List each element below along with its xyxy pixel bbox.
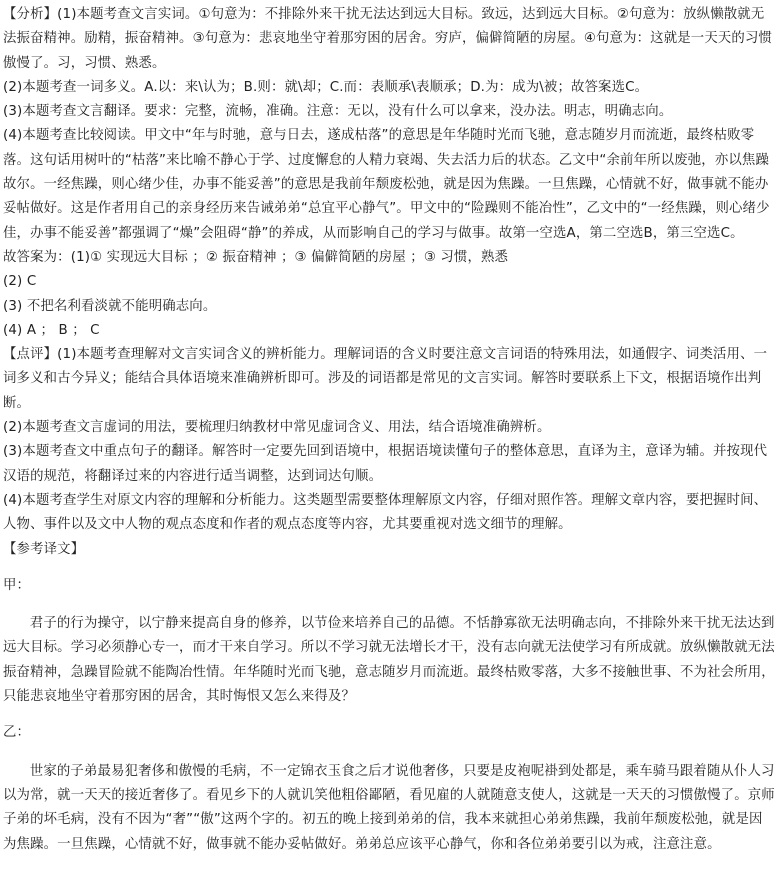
analysis-paragraph-1: 【分析】(1)本题考查文言实词。①句意为：不排除外来干扰无法达到远大目标。致远，达到远大目标。②句意为：放纵懒散就无法振奋精神。励精，振奋精神。③句意为：悲哀地坐守着那穷困的居舍。穷庐，偏僻简陋的房屋。④句意为：这就是一天天的习惯傲慢了。习，习惯、熟悉。 xyxy=(3,7,773,71)
document xyxy=(3,3,775,857)
spacer xyxy=(3,562,775,574)
spacer xyxy=(3,746,775,760)
comment-paragraph-1: 【点评】(1)本题考查理解对文言实词含义的辨析能力。理解词语的含义时要注意文言词语的特殊用法，如通假字、词类活用、一词多义和古今异义；能结合具体语境来准确辨析即可。涉及的词语都是常见的文言实词。解答时要联系上下文，根据语境作出判断。 xyxy=(3,347,768,411)
answer-3: (3) 不把名利看淡就不能明确志向。 xyxy=(3,298,217,314)
comment-paragraph-4: (4)本题考查学生对原文内容的理解和分析能力。这类题型需要整体理解原文内容，仔细对照作答。理解文章内容，要把握时间、人物、事件以及文中人物的观点态度和作者的观点态度等内容，尤其要重视对选文细节的理解。 xyxy=(3,492,768,533)
translation-yi-text: 世家的子弟最易犯奢侈和傲慢的毛病，不一定锦衣玉食之后才说他奢侈，只要是皮袍呢褂到处都是，乘车骑马跟着随从仆人习以为常，就一天天的接近奢侈了。看见乡下的人就讥笑他粗俗鄙陋，看见雇的人就随意支使人，这就是一天天的习惯傲慢了。京师子弟的坏毛病，没有不因为“奢”“傲”这两个字的。初五的晚上接到弟弟的信，我本来就担心弟弟焦躁，我前年颓废松弛，就是因为焦躁。一旦焦躁，心情就不好，做事就不能办妥帖做好。弟弟总应该平心静气，你和各位弟弟要引以为戒，注意注意。 xyxy=(3,763,775,852)
answer-2: (2) C xyxy=(3,274,37,290)
translation-yi-label: 乙： xyxy=(3,725,31,741)
analysis-paragraph-4: (4)本题考查比较阅读。甲文中“年与时驰，意与日去，遂成枯落”的意思是年华随时光而飞驰，意志随岁月而流逝，最终枯败零落。这句话用树叶的“枯落”来比喻不静心于学、过度懈怠的人精力衰竭、失去活力后的状态。乙文中“余前年所以废弛，亦以焦躁故尔。一经焦躁，则心绪少佳，办事不能妥善”的意思是我前年颓废松弛，就是因为焦躁。一旦焦躁，心情就不好，做事就不能办妥帖做好。这是作者用自己的亲身经历来告诫弟弟“总宜平心静气”。甲文中的“险躁则不能冶性”，乙文中的“一经焦躁，则心绪少佳，办事不能妥善”都强调了“燥”会阻碍“静”的养成，从而影响自己的学习与做事。故第一空选A，第二空选B，第三空选C。 xyxy=(3,128,770,241)
answer-4: (4) A ； B ； C xyxy=(3,322,100,338)
comment-paragraph-3: (3)本题考查文中重点句子的翻译。解答时一定要先回到语境中，根据语境读懂句子的整体意思，直译为主，意译为辅。并按现代汉语的规范，将翻译过来的内容进行适当调整，达到词达句顺。 xyxy=(3,444,768,484)
analysis-paragraph-2: (2)本题考查一词多义。A.以：来\认为；B.则：就\却；C.而：表顺承\表顺承；D.为：成为\被；故答案选C。 xyxy=(3,79,649,95)
translation-heading: 【参考译文】 xyxy=(3,541,85,557)
translation-jia-label: 甲： xyxy=(3,577,31,593)
translation-jia-text: 君子的行为操守，以宁静来提高自身的修养，以节俭来培养自己的品德。不恬静寡欲无法明确志向，不排除外来干扰无法达到远大目标。学习必须静心专一，而才干来自学习。所以不学习就无法增长才干，没有志向就无法使学习有所成就。放纵懒散就无法振奋精神，急躁冒险就不能陶冶性情。年华随时光而飞驰，意志随岁月而流逝。最终枯败零落，大多不接触世事、不为社会所用，只能悲哀地坐守着那穷困的居舍，其时悔恨又怎么来得及？ xyxy=(3,616,775,705)
analysis-paragraph-3: (3)本题考查文言翻译。要求：完整，流畅，准确。注意：无以，没有什么可以拿来，没办法。明志，明确志向。 xyxy=(3,104,673,120)
comment-paragraph-2: (2)本题考查文言虚词的用法，要梳理归纳教材中常见虚词含义、用法，结合语境准确辨析。 xyxy=(3,420,551,436)
spacer xyxy=(3,709,775,721)
spacer xyxy=(3,598,775,612)
answer-1: 故答案为：(1)① 实现远大目标 ；② 振奋精神 ；③ 偏僻简陋的房屋 ；③ 习惯，熟悉 xyxy=(3,249,509,265)
